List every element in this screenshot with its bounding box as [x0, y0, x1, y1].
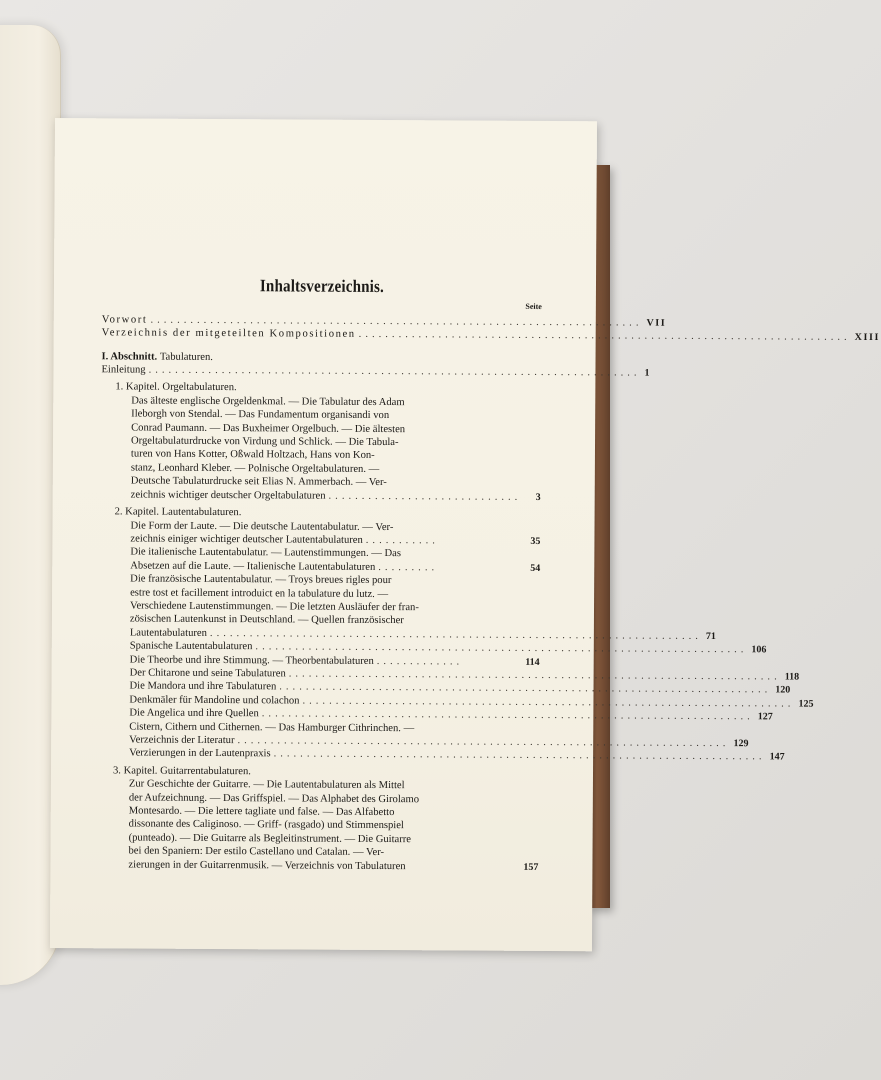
- book-page: [50, 118, 881, 951]
- toc-entry: zeichnis wichtiger deutscher Orgeltabulaturen ............................. 3: [130, 489, 541, 503]
- text-line: Ileborgh von Stendal. — Das Fundamentum organisandi von: [131, 408, 390, 422]
- toc-entry: Lautentabulaturen .......................................................................... 71: [129, 627, 716, 642]
- text-line: Orgeltabulaturdrucke von Virdung und Schlick. — Die Tabula-: [130, 435, 399, 449]
- toc-entry: Einleitung .......................................................................... 1: [101, 364, 650, 379]
- text-line: Die französische Lautentabulatur. — Troys breues rigles pour: [130, 573, 392, 587]
- toc-entry: Spanische Lautentabulaturen .......................................................................... 106: [129, 640, 767, 656]
- text-line: Die Form der Laute. — Die deutsche Lautentabulatur. — Ver-: [130, 519, 394, 533]
- text-line: Zur Geschichte der Guitarre. — Die Lautentabulaturen als Mittel: [128, 778, 405, 792]
- toc-entry: Die Theorbe und ihre Stimmung. — Theorbentabulaturen ............. 114: [129, 654, 540, 668]
- toc-entry: Die Mandora und ihre Tabulaturen .......................................................................... 120: [129, 680, 791, 696]
- text-line: Cistern, Cithern und Cithernen. — Das Hamburger Cithrinchen. —: [129, 721, 415, 734]
- text-line: (punteado). — Die Guitarre als Begleitinstrument. — Die Guitarre: [128, 832, 412, 846]
- toc-entry: Der Chitarone und seine Tabulaturen .......................................................................... 118: [129, 667, 800, 683]
- text-line: Montesardo. — Die lettere tagliate und false. — Das Alfabetto: [128, 805, 395, 819]
- toc-entry: Denkmäler für Mandoline und colachon .......................................................................... 125: [129, 694, 814, 710]
- toc-title: Inhaltsverzeichnis.: [259, 275, 385, 297]
- text-line: Das älteste englische Orgeldenkmal. — Die Tabulatur des Adam: [131, 395, 405, 408]
- seite-label: Seite: [525, 302, 542, 312]
- text-line: bei den Spaniern: Der estilo Castellano und Catalan. — Ver-: [128, 845, 385, 859]
- text-line: turen von Hans Kotter, Oßwald Holtzach, Hans von Kon-: [130, 448, 375, 462]
- text-line: Verschiedene Lautenstimmungen. — Die letzten Ausläufer der fran-: [129, 600, 419, 614]
- table-of-contents: [98, 275, 881, 874]
- toc-entry: Verzierungen in der Lautenpraxis .......................................................................... 147: [129, 747, 785, 763]
- text-line: dissonante des Caliginoso. — Griff- (rasgado) und Stimmenspiel: [128, 818, 404, 832]
- toc-entry: zierungen in der Guitarrenmusik. — Verzeichnis von Tabulaturen 157: [128, 859, 539, 873]
- toc-entry: Vorwort .......................................................................... VII: [101, 314, 667, 329]
- chapter-description: [128, 778, 538, 861]
- section-heading: I. Abschnitt. Tabulaturen.: [101, 350, 213, 363]
- text-line: zösischen Lautenkunst in Deutschland. — Quellen französischer: [129, 613, 404, 627]
- toc-entry: zeichnis einiger wichtiger deutscher Lautentabulaturen ........... 35: [130, 533, 541, 547]
- chapter-description: [130, 573, 540, 629]
- toc-entry: Absetzen auf die Laute. — Italienische Lautentabulaturen ......... 54: [130, 560, 541, 574]
- text-line: Die italienische Lautentabulatur. — Lautenstimmungen. — Das: [130, 546, 402, 560]
- toc-entry: Verzeichnis der mitgeteilten Kompositionen .......................................................................... XIII: [101, 327, 881, 344]
- text-line: Deutsche Tabulaturdrucke seit Elias N. Ammerbach. — Ver-: [130, 475, 387, 489]
- text-line: stanz, Leonhard Kleber. — Polnische Orgeltabulaturen. —: [130, 462, 380, 475]
- chapter-heading: 2. Kapitel. Lautentabulaturen.: [114, 506, 242, 519]
- text-line: der Aufzeichnung. — Das Griffspiel. — Das Alphabet des Girolamo: [128, 792, 420, 805]
- toc-entry: Verzeichnis der Literatur .......................................................................... 129: [129, 734, 749, 750]
- chapter-heading: 1. Kapitel. Orgeltabulaturen.: [115, 381, 237, 394]
- text-line: Conrad Paumann. — Das Buxheimer Orgelbuch. — Die ältesten: [131, 422, 406, 435]
- text-line: estre tost et facillement introduict en la tabulature du lutz. —: [130, 586, 389, 600]
- chapter-description: [131, 394, 542, 490]
- toc-entry: Die Angelica und ihre Quellen .......................................................................... 127: [129, 707, 773, 723]
- chapter-heading: 3. Kapitel. Guitarrentabulaturen.: [112, 765, 252, 778]
